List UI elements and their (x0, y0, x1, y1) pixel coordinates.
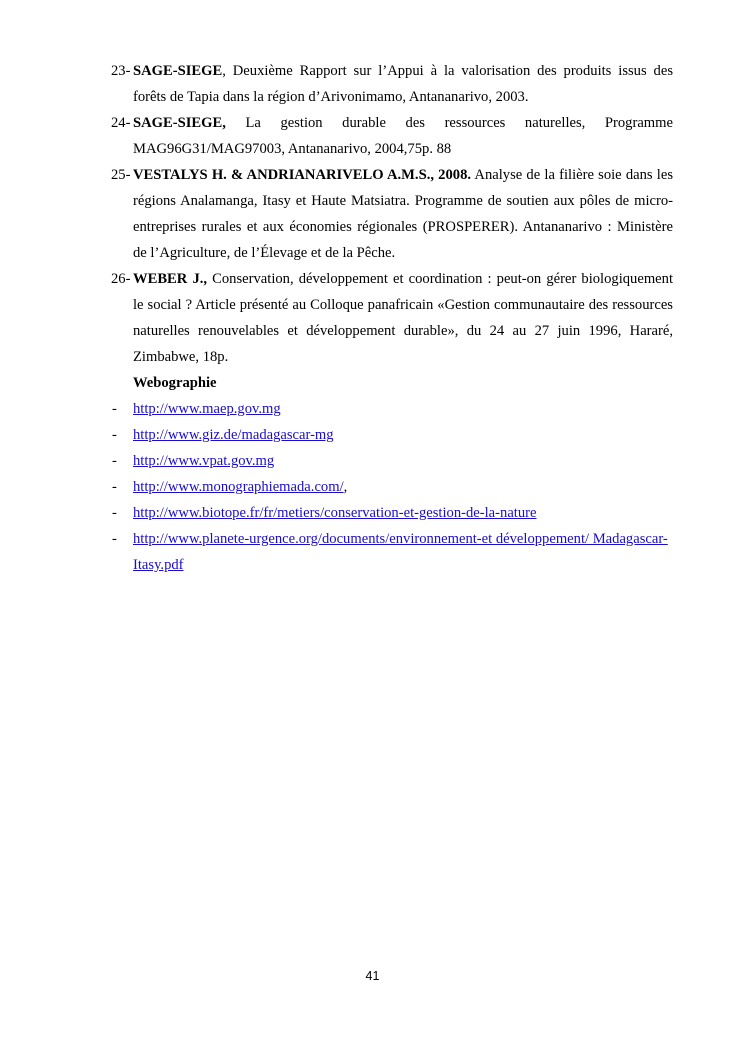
reference-number: 23- (111, 63, 131, 79)
page-number: 41 (365, 969, 380, 983)
reference-author: SAGE-SIEGE, (133, 115, 226, 131)
reference-text: Analyse de la filière soie dans les régions Analamanga, Itasy et Haute Matsiatra. Programme de soutien aux pôles de micro-entreprises rurales et aux économies régionales (PROSPERER). Antananarivo : Ministère de l’Agriculture, de l’Élevage et de la Pêche. (133, 167, 674, 261)
reference-item (111, 162, 674, 266)
link-trailing-text: , (343, 479, 348, 495)
list-bullet: - (112, 505, 117, 521)
web-link[interactable]: http://www.biotope.fr/fr/metiers/conservation-et-gestion-de-la-nature (133, 505, 537, 521)
list-bullet: - (112, 453, 117, 469)
webography-heading: Webographie (133, 375, 217, 391)
web-link[interactable]: http://www.planete-urgence.org/documents/environnement-et développement/ Madagascar-Itasy.pdf (133, 531, 668, 573)
list-bullet: - (112, 401, 117, 417)
reference-number: 25- (111, 167, 131, 183)
reference-item (111, 266, 674, 370)
reference-author: VESTALYS H. & ANDRIANARIVELO A.M.S., 2008. (133, 167, 472, 183)
web-link[interactable]: http://www.maep.gov.mg (133, 401, 281, 417)
reference-text: Conservation, développement et coordination : peut-on gérer biologiquement le social ? Article présenté au Colloque panafricain «Gestion communautaire des ressources naturelles renouvelables et développement durable», du 24 au 27 juin 1996, Hararé, Zimbabwe, 18p. (133, 271, 674, 365)
web-link-item (112, 526, 673, 578)
reference-author: WEBER J., (133, 271, 208, 287)
reference-number: 24- (111, 115, 131, 131)
list-bullet: - (112, 531, 117, 547)
web-link-item (112, 422, 673, 448)
page-content (0, 58, 745, 578)
web-link-item (112, 474, 673, 500)
list-bullet: - (112, 427, 117, 443)
reference-author: SAGE-SIEGE (133, 63, 223, 79)
web-link-item (112, 500, 673, 526)
reference-item (111, 110, 673, 162)
reference-number: 26- (111, 271, 131, 287)
reference-item (111, 58, 673, 110)
web-link-item (112, 396, 673, 422)
reference-text: , Deuxième Rapport sur l’Appui à la valorisation des produits issus des forêts de Tapia dans la région d’Arivonimamo, Antananarivo, 2003. (133, 63, 673, 105)
web-link[interactable]: http://www.vpat.gov.mg (133, 453, 275, 469)
web-link[interactable]: http://www.monographiemada.com/ (133, 479, 344, 495)
reference-text: La gestion durable des ressources naturelles, Programme MAG96G31/MAG97003, Antananarivo, 2004,75p. 88 (133, 115, 673, 157)
web-link-item (112, 448, 673, 474)
list-bullet: - (112, 479, 117, 495)
web-link[interactable]: http://www.giz.de/madagascar-mg (133, 427, 334, 443)
